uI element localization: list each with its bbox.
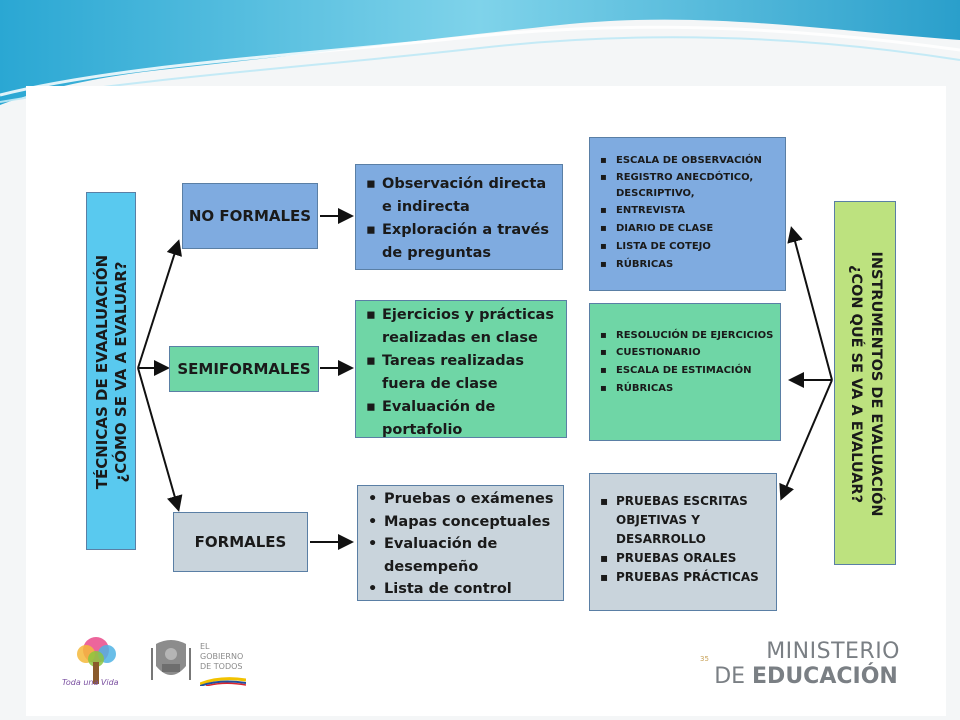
instrumentos-question: ¿CON QUÉ SE VA A EVALUAR?	[848, 264, 864, 504]
instrument-item: ▪ PRUEBAS PRÁCTICAS	[594, 568, 772, 587]
gobierno-line1: EL	[200, 642, 210, 651]
category-semiformales-label: SEMIFORMALES	[177, 360, 311, 378]
techniques-semiformales	[355, 300, 567, 438]
tecnicas-question: ¿CÓMO SE VA A EVALUAR?	[112, 261, 130, 483]
instrument-item: ▪ RÚBRICAS	[594, 256, 781, 274]
arrow-right-to-no-formales-instruments	[792, 230, 832, 380]
instrument-item: ▪ ESCALA DE OBSERVACIÓN	[594, 152, 781, 170]
instruments-semiformales	[589, 303, 781, 441]
tecnicas-panel-text	[93, 255, 131, 490]
category-semiformales	[169, 346, 319, 392]
coat-of-arms-icon	[148, 636, 194, 688]
category-no-formales	[182, 183, 318, 249]
instrumentos-panel	[834, 201, 896, 565]
instrument-item: ▪ PRUEBAS ESCRITAS OBJETIVAS Y DESARROLLO	[594, 492, 772, 549]
arrow-right-to-formales-instruments	[782, 380, 832, 497]
instruments-no-formales	[589, 137, 786, 291]
ministerio-de: DE	[714, 664, 753, 689]
instruments-formales	[589, 473, 777, 611]
gobierno-line3: DE TODOS	[200, 662, 243, 671]
instrument-item: ▪ DIARIO DE CLASE	[594, 220, 781, 238]
technique-item: • Pruebas o exámenes	[362, 488, 559, 511]
flag-stripe-icon	[200, 676, 246, 686]
instrument-item: ▪ REGISTRO ANECDÓTICO, DESCRIPTIVO,	[594, 170, 781, 202]
instrument-item: ▪ RÚBRICAS	[594, 380, 776, 398]
ministerio-logo	[714, 640, 900, 690]
toda-una-vida-text: Toda una Vida	[62, 678, 119, 687]
technique-item: • Evaluación de desempeño	[362, 533, 559, 578]
gobierno-line2: GOBIERNO	[200, 652, 244, 661]
technique-item: ▪ Exploración a través de preguntas	[360, 219, 556, 265]
toda-una-vida-logo	[62, 632, 132, 694]
instrumentos-panel-text	[846, 251, 886, 516]
instrument-item: ▪ ENTREVISTA	[594, 202, 781, 220]
technique-item: • Mapas conceptuales	[362, 511, 559, 534]
ministerio-line1: MINISTERIO	[766, 639, 900, 664]
page-number: 35	[700, 655, 709, 663]
techniques-formales	[357, 485, 564, 601]
technique-item: ▪ Observación directa e indirecta	[360, 173, 556, 219]
instrument-item: ▪ LISTA DE COTEJO	[594, 238, 781, 256]
technique-item: • Lista de control	[362, 578, 559, 601]
gobierno-logo	[148, 636, 248, 692]
category-formales	[173, 512, 308, 572]
tecnicas-panel	[86, 192, 136, 550]
techniques-no-formales	[355, 164, 563, 270]
technique-item: ▪ Evaluación de portafolio	[360, 396, 562, 442]
ministerio-educacion: EDUCACIÓN	[752, 664, 898, 689]
category-formales-label: FORMALES	[194, 533, 287, 551]
instrument-item: ▪ ESCALA DE ESTIMACIÓN	[594, 362, 776, 380]
instrument-item: ▪ RESOLUCIÓN DE EJERCICIOS	[594, 328, 776, 344]
tecnicas-title: TÉCNICAS DE EVAALUACIÓN	[93, 254, 111, 490]
technique-item: ▪ Tareas realizadas fuera de clase	[360, 350, 562, 396]
instrument-item: ▪ CUESTIONARIO	[594, 344, 776, 362]
technique-item: ▪ Ejercicios y prácticas realizadas en clase	[360, 304, 562, 350]
instrument-item: ▪ PRUEBAS ORALES	[594, 549, 772, 568]
instrumentos-title: INSTRUMENTOS DE EVALUACIÓN	[868, 251, 884, 517]
category-no-formales-label: NO FORMALES	[188, 207, 312, 225]
